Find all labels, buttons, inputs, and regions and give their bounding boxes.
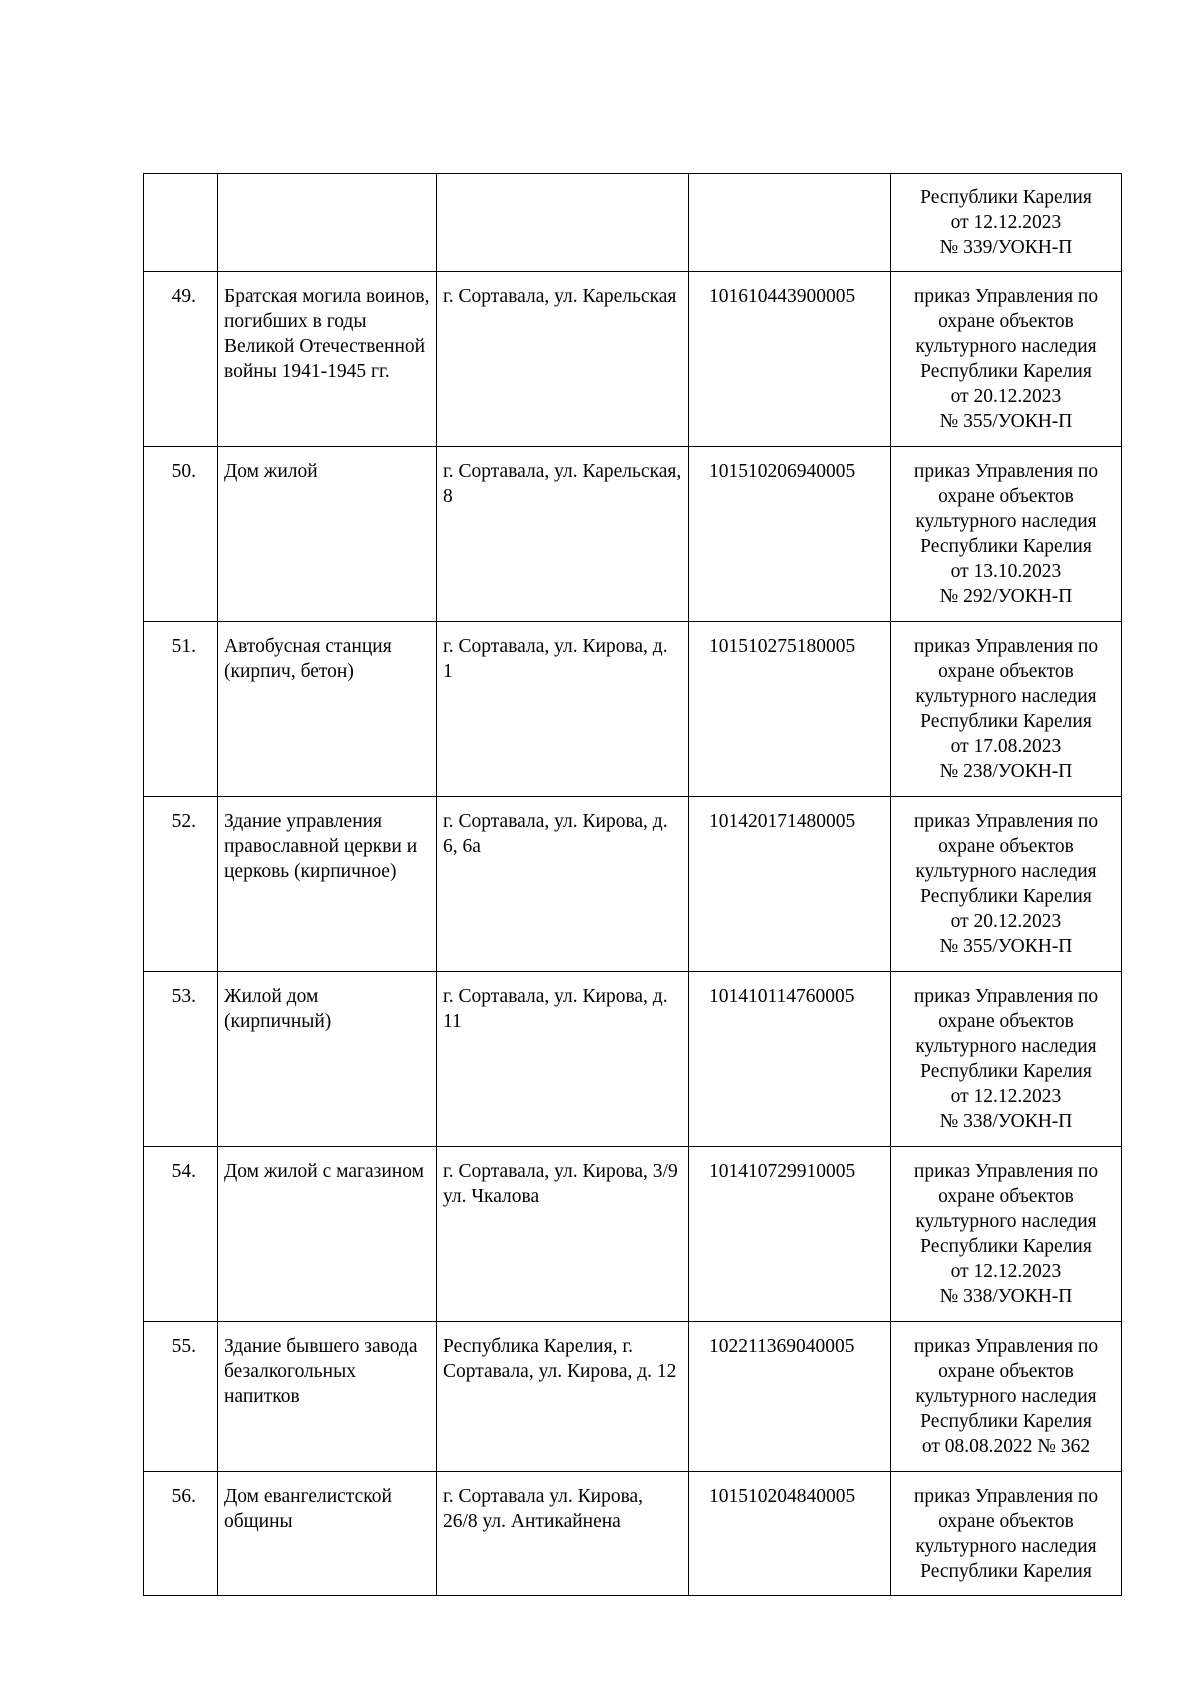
document-line: охране объектов	[938, 1011, 1074, 1032]
cell-number: 55.	[144, 1322, 218, 1472]
table-row-continuation	[144, 174, 1122, 272]
document-line: культурного наследия	[915, 1386, 1097, 1407]
document-line: от 12.12.2023	[950, 1086, 1062, 1107]
cell-object-name: Дом жилой с магазином	[218, 1147, 437, 1322]
document-line: охране объектов	[938, 661, 1074, 682]
cell-object-name: Братская могила воинов, погибших в годы Великой Отечественной войны 1941-1945 гг.	[218, 272, 437, 447]
cell-document	[891, 1322, 1122, 1472]
cell-document	[891, 622, 1122, 797]
cell-registry-number: 101410729910005	[689, 1147, 891, 1322]
document-line: от 13.10.2023	[950, 561, 1062, 582]
table-row	[144, 447, 1122, 622]
cell-address: г. Сортавала, ул. Кирова, д. 11	[437, 972, 689, 1147]
cell-document	[891, 272, 1122, 447]
document-line: культурного наследия	[915, 1211, 1097, 1232]
document-line: № 355/УОКН-П	[939, 411, 1073, 432]
document-line: Республики Карелия	[920, 361, 1092, 382]
cell-object-name: Жилой дом (кирпичный)	[218, 972, 437, 1147]
cell-address: г. Сортавала, ул. Карельская	[437, 272, 689, 447]
cell-number	[144, 174, 218, 272]
document-line: культурного наследия	[915, 511, 1097, 532]
document-line: приказ Управления по	[913, 1336, 1099, 1357]
document-line: № 339/УОКН-П	[939, 237, 1073, 258]
document-line: приказ Управления по	[913, 1161, 1099, 1182]
table-row	[144, 1472, 1122, 1596]
cell-address: г. Сортавала, ул. Кирова, д. 6, 6а	[437, 797, 689, 972]
document-line: Республики Карелия	[920, 536, 1092, 557]
document-line: от 12.12.2023	[950, 212, 1062, 233]
table-row	[144, 622, 1122, 797]
document-line: охране объектов	[938, 836, 1074, 857]
cell-number: 53.	[144, 972, 218, 1147]
document-line: культурного наследия	[915, 1536, 1097, 1557]
cell-registry-number: 101610443900005	[689, 272, 891, 447]
cell-registry-number: 101510204840005	[689, 1472, 891, 1596]
document-line: № 355/УОКН-П	[939, 936, 1073, 957]
cell-number: 52.	[144, 797, 218, 972]
document-line: культурного наследия	[915, 861, 1097, 882]
table-row	[144, 272, 1122, 447]
cell-document	[891, 174, 1122, 272]
cell-document	[891, 1147, 1122, 1322]
document-line: № 338/УОКН-П	[939, 1111, 1073, 1132]
cell-address: г. Сортавала, ул. Карельская, 8	[437, 447, 689, 622]
cell-object-name: Здание бывшего завода безалкогольных напитков	[218, 1322, 437, 1472]
cell-address: г. Сортавала ул. Кирова, 26/8 ул. Антикайнена	[437, 1472, 689, 1596]
cell-object-name: Автобусная станция (кирпич, бетон)	[218, 622, 437, 797]
cell-number: 49.	[144, 272, 218, 447]
document-line: культурного наследия	[915, 686, 1097, 707]
cell-registry-number: 101410114760005	[689, 972, 891, 1147]
cell-object-name: Дом евангелистской общины	[218, 1472, 437, 1596]
document-line: Республики Карелия	[920, 1061, 1092, 1082]
cell-number: 54.	[144, 1147, 218, 1322]
document-line: № 238/УОКН-П	[939, 761, 1073, 782]
cell-number: 56.	[144, 1472, 218, 1596]
cell-registry-number: 102211369040005	[689, 1322, 891, 1472]
document-line: от 17.08.2023	[950, 736, 1062, 757]
cell-document	[891, 797, 1122, 972]
cell-address	[437, 174, 689, 272]
document-line: Республики Карелия	[920, 1236, 1092, 1257]
table-row	[144, 972, 1122, 1147]
table-row	[144, 1322, 1122, 1472]
cell-object-name: Здание управления православной церкви и церковь (кирпичное)	[218, 797, 437, 972]
cell-registry-number: 101510206940005	[689, 447, 891, 622]
cell-registry-number: 101420171480005	[689, 797, 891, 972]
table-row	[144, 1147, 1122, 1322]
document-line: Республики Карелия	[920, 886, 1092, 907]
table-row	[144, 797, 1122, 972]
document-line: от 08.08.2022 № 362	[921, 1436, 1091, 1457]
document-line: от 20.12.2023	[950, 911, 1062, 932]
document-line: охране объектов	[938, 1361, 1074, 1382]
document-line: Республики Карелия	[920, 1561, 1092, 1582]
document-line: приказ Управления по	[913, 636, 1099, 657]
cell-registry-number	[689, 174, 891, 272]
document-line: № 338/УОКН-П	[939, 1286, 1073, 1307]
cell-number: 50.	[144, 447, 218, 622]
cell-object-name: Дом жилой	[218, 447, 437, 622]
cell-address: Республика Карелия, г. Сортавала, ул. Кирова, д. 12	[437, 1322, 689, 1472]
document-line: приказ Управления по	[913, 986, 1099, 1007]
document-line: культурного наследия	[915, 336, 1097, 357]
cell-number: 51.	[144, 622, 218, 797]
document-line: от 12.12.2023	[950, 1261, 1062, 1282]
cell-document	[891, 972, 1122, 1147]
cell-object-name	[218, 174, 437, 272]
document-line: приказ Управления по	[913, 461, 1099, 482]
document-line: охране объектов	[938, 486, 1074, 507]
document-line: Республики Карелия	[920, 711, 1092, 732]
document-line: от 20.12.2023	[950, 386, 1062, 407]
document-line: приказ Управления по	[913, 286, 1099, 307]
cell-registry-number: 101510275180005	[689, 622, 891, 797]
cell-address: г. Сортавала, ул. Кирова, 3/9 ул. Чкалова	[437, 1147, 689, 1322]
document-line: культурного наследия	[915, 1036, 1097, 1057]
heritage-objects-table	[143, 173, 1122, 1596]
cell-address: г. Сортавала, ул. Кирова, д. 1	[437, 622, 689, 797]
document-line: охране объектов	[938, 311, 1074, 332]
document-line: приказ Управления по	[913, 811, 1099, 832]
document-line: приказ Управления по	[913, 1486, 1099, 1507]
document-line: охране объектов	[938, 1186, 1074, 1207]
document-line: № 292/УОКН-П	[939, 586, 1073, 607]
document-line: Республики Карелия	[920, 187, 1092, 208]
document-line: Республики Карелия	[920, 1411, 1092, 1432]
cell-document	[891, 1472, 1122, 1596]
document-line: охране объектов	[938, 1511, 1074, 1532]
cell-document	[891, 447, 1122, 622]
